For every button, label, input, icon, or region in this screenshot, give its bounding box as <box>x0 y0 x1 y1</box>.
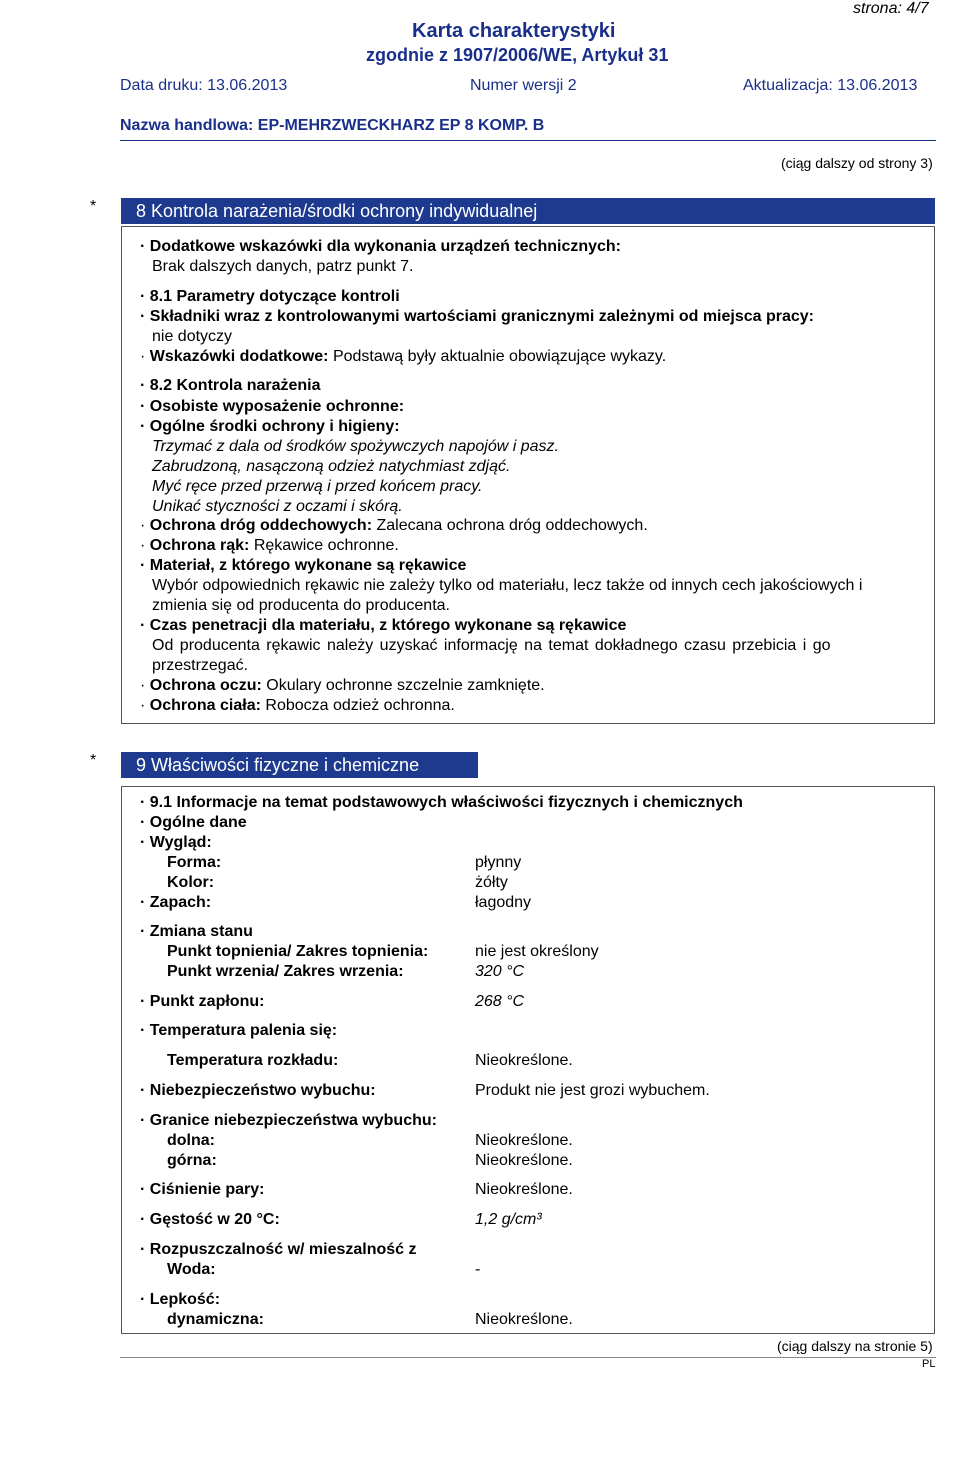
solubility-label: · Rozpuszczalność w/ mieszalność z <box>140 1241 417 1258</box>
explosion-limits-label: · Granice niebezpieczeństwa wybuchu: <box>140 1112 437 1129</box>
decomposition-temperature-label: Temperatura rozkładu: <box>167 1052 339 1069</box>
document-title: Karta charakterystyki <box>412 20 616 42</box>
density-value: 1,2 g/cm³ <box>475 1211 542 1228</box>
print-date: Data druku: 13.06.2013 <box>120 77 288 94</box>
boiling-point-label: Punkt wrzenia/ Zakres wrzenia: <box>167 963 404 980</box>
melting-point-label: Punkt topnienia/ Zakres topnienia: <box>167 943 429 960</box>
upper-limit-label: górna: <box>167 1152 217 1169</box>
subsection-9-1-title: · 9.1 Informacje na temat podstawowych właściwości fizycznych i chemicznych <box>140 794 743 811</box>
update-date: Aktualizacja: 13.06.2013 <box>743 77 918 94</box>
page-number: strona: 4/7 <box>853 0 929 17</box>
hygiene-label: · Ogólne środki ochrony i higieny: <box>140 418 400 435</box>
dynamic-viscosity-label: dynamiczna: <box>167 1311 264 1328</box>
boiling-point-value: 320 °C <box>475 963 525 980</box>
water-label: Woda: <box>167 1261 216 1278</box>
header-divider <box>120 140 936 141</box>
hand-protection: · Ochrona rąk: Rękawice ochronne. <box>140 537 399 554</box>
respiratory-protection: · Ochrona dróg oddechowych: Zalecana ochrona dróg oddechowych. <box>140 517 648 534</box>
hygiene-item: Myć ręce przed przerwą i przed końcem pracy. <box>152 478 483 495</box>
decomposition-temperature-value: Nieokreślone. <box>475 1052 573 1069</box>
explosion-hazard-label: · Niebezpieczeństwo wybuchu: <box>140 1082 376 1099</box>
upper-limit-value: Nieokreślone. <box>475 1152 573 1169</box>
color-label: Kolor: <box>167 874 215 891</box>
ppe-label: · Osobiste wyposażenie ochronne: <box>140 398 405 415</box>
water-value: - <box>475 1261 481 1278</box>
vapor-pressure-label: · Ciśnienie pary: <box>140 1181 265 1198</box>
subsection-8-1-title: · 8.1 Parametry dotyczące kontroli <box>140 288 400 305</box>
eye-protection: · Ochrona oczu: Okulary ochronne szczelnie zamknięte. <box>140 677 545 694</box>
trade-name: Nazwa handlowa: EP-MEHRZWECKHARZ EP 8 KOMP. B <box>120 117 545 134</box>
explosion-hazard-value: Produkt nie jest grozi wybuchem. <box>475 1082 710 1099</box>
form-value: płynny <box>475 854 522 871</box>
section-9-heading <box>121 752 478 778</box>
additional-info: · Wskazówki dodatkowe: Podstawą były aktualnie obowiązujące wykazy. <box>140 348 667 365</box>
penetration-time-text: przestrzegać. <box>152 657 249 674</box>
technical-devices-label: · Dodatkowe wskazówki dla wykonania urządzeń technicznych: <box>140 238 622 255</box>
flash-point-value: 268 °C <box>475 993 525 1010</box>
subsection-8-2-title: · 8.2 Kontrola narażenia <box>140 377 321 394</box>
glove-material-text: Wybór odpowiednich rękawic nie zależy tylko od materiału, lecz także od innych cech jakościowych i <box>152 577 863 594</box>
hygiene-item: Trzymać z dala od środków spożywczych napojów i pasz. <box>152 438 559 455</box>
appearance-label: · Wygląd: <box>140 834 212 851</box>
version-number: Numer wersji 2 <box>470 77 577 94</box>
color-value: żółty <box>475 874 508 891</box>
revision-marker: * <box>90 752 97 769</box>
hygiene-item: Zabrudzoną, nasączoną odzież natychmiast zdjąć. <box>152 458 511 475</box>
section-8-heading <box>121 198 935 224</box>
viscosity-label: · Lepkość: <box>140 1291 221 1308</box>
ignition-temperature-label: · Temperatura palenia się: <box>140 1022 338 1039</box>
technical-devices-value: Brak dalszych danych, patrz punkt 7. <box>152 258 414 275</box>
continued-from: (ciąg dalszy od strony 3) <box>781 155 933 171</box>
odor-label: · Zapach: <box>140 894 212 911</box>
state-change-label: · Zmiana stanu <box>140 923 253 940</box>
penetration-time-text: Od producenta rękawic należy uzyskać informację na temat dokładnego czasu przebicia i go <box>152 637 831 654</box>
body-protection: · Ochrona ciała: Robocza odzież ochronna. <box>140 697 455 714</box>
flash-point-label: · Punkt zapłonu: <box>140 993 265 1010</box>
vapor-pressure-value: Nieokreślone. <box>475 1181 573 1198</box>
glove-material-label: · Materiał, z którego wykonane są rękawice <box>140 557 467 574</box>
form-label: Forma: <box>167 854 222 871</box>
general-data-label: · Ogólne dane <box>140 814 247 831</box>
melting-point-value: nie jest określony <box>475 943 599 960</box>
lower-limit-value: Nieokreślone. <box>475 1132 573 1149</box>
dynamic-viscosity-value: Nieokreślone. <box>475 1311 573 1328</box>
components-label: · Składniki wraz z kontrolowanymi wartościami granicznymi zależnymi od miejsca pracy: <box>140 308 814 325</box>
continued-to: (ciąg dalszy na stronie 5) <box>777 1338 933 1354</box>
lower-limit-label: dolna: <box>167 1132 215 1149</box>
odor-value: łagodny <box>475 894 532 911</box>
revision-marker: * <box>90 198 97 215</box>
footer-divider <box>120 1357 936 1358</box>
section-9-title: 9 Właściwości fizyczne i chemiczne <box>136 755 420 775</box>
density-label: · Gęstość w 20 °C: <box>140 1211 280 1228</box>
regulation-reference: zgodnie z 1907/2006/WE, Artykuł 31 <box>366 45 669 65</box>
components-value: nie dotyczy <box>152 328 233 345</box>
section-8-title: 8 Kontrola narażenia/środki ochrony indywidualnej <box>136 201 538 221</box>
glove-material-text: zmienia się od producenta do producenta. <box>152 597 450 614</box>
penetration-time-label: · Czas penetracji dla materiału, z którego wykonane są rękawice <box>140 617 627 634</box>
language-code: PL <box>922 1358 936 1370</box>
hygiene-item: Unikać styczności z oczami i skórą. <box>152 498 403 515</box>
